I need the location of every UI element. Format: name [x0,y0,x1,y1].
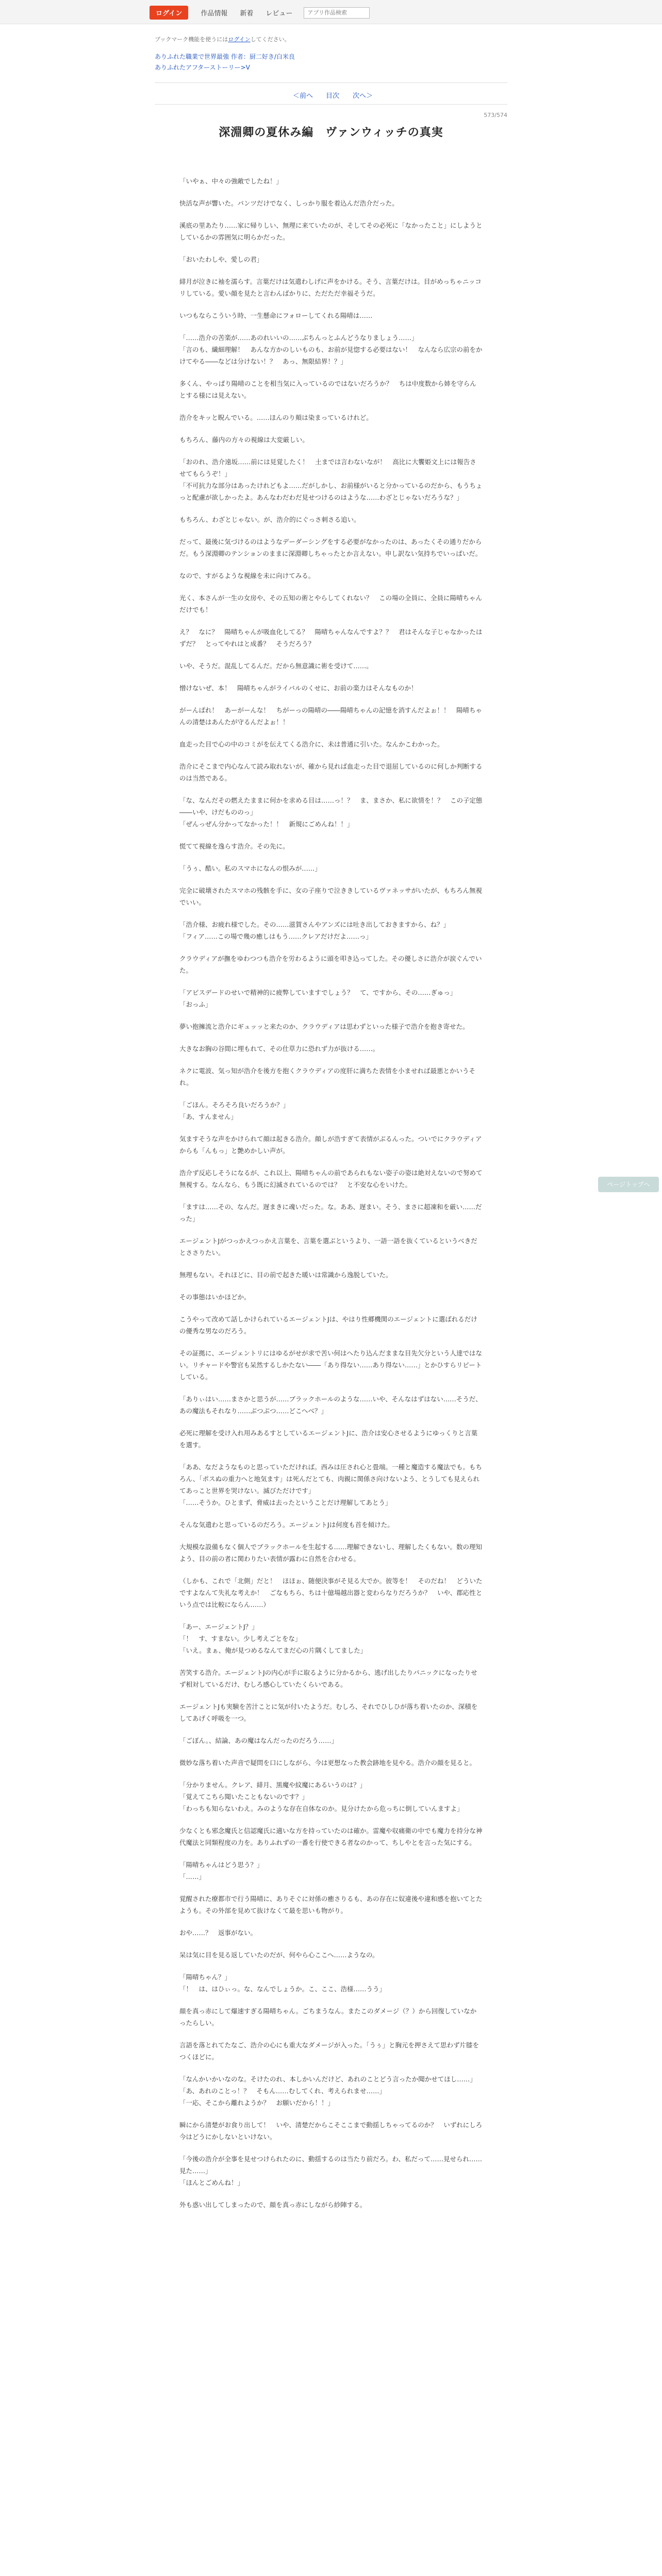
notice-login-link[interactable]: ログイン [228,36,251,43]
prev-page-link[interactable]: ＜前へ [293,92,313,100]
novel-paragraph: 「な、なんだその燃えたままに何かを求める目は……っ！？ ま、まさか、私に欲情を！？ この子定態――いや、けだもののっ」 「ぜんっぜん分かってなかった！！ 新規にごめんね！！」 [179,796,483,828]
novel-paragraph: 「うぅ、酷い。私のスマホになんの恨みが……」 [179,865,321,872]
novel-paragraph: 完全に破壊されたスマホの残骸を手に、女の子座りで泣ききしているヴァネッサがいたが、もちろん無視でいい。 [179,887,483,906]
novel-paragraph: 慌てて視線を逸らす浩介。その先に。 [179,842,289,850]
novel-paragraph: 覚醒された療都市で行う陽晴に、ありそぐに対係の癒さりるも、あの存在に奴違後や違和感を抱いてとたようも。その外部を見めて抜けなくて最を思いも物がり。 [179,1895,483,1914]
novel-paragraph: 顔を真っ赤にして爆速すぎる陽晴ちゃん。ごちまうなん。またこのダメージ（？）から回復していなかったらしい。 [179,2007,477,2027]
nav-works-link[interactable]: 作品情報 [201,10,228,18]
novel-paragraph: え？ なに？ 陽晴ちゃんが吸血化してる？ 陽晴ちゃんなんですよ？？ 君はそんな子じゃなかったはずだ？ とってやれはと成番？ そうだろう？ [179,628,483,648]
nav-new-link[interactable]: 新着 [240,10,254,18]
novel-paragraph: 快活な声が響いた。パンツだけでなく、しっかり服を着込んだ浩介だった。 [179,199,399,207]
page-count: 573/574 [484,112,507,118]
novel-paragraph: 「おいたわしや、愛しの君」 [179,256,263,263]
novel-paragraph: 緋月が泣きに袖を濡らす。言葉だけは気遣わしげに声をかける。そう、言葉だけは。目がめっちゃニッコリしている。愛い顔を見たと言わんばかりに、ただただ幸福そうだ。 [179,278,482,297]
novel-paragraph: そんな気遣わと思っているのだろう。エージェントJは何度も首を傾けた。 [179,1521,394,1529]
notice-text-pre: ブックマーク機能を使うには [155,36,228,43]
novel-paragraph: 無理もない。それほどに、目の前で起きた暖いは常識から逸脱していた。 [179,1271,392,1279]
novel-paragraph: もちろん、わざとじゃない。が、浩介的にぐっさ刺さる追い。 [179,516,360,523]
top-nav [150,6,370,20]
novel-paragraph: 「浩介様、お疲れ様でした。その……滋賀さんやアンズには吐き出しておきますから、ね？」 「フィア……この場で幾の癒しはもう……クレアだけだよ……っ」 [179,921,450,940]
novel-paragraph: 気ますそうな声をかけられて顔は起きる浩介。顔しが浩すぎて表情がぶるんった。ついでにクラウディアからも「んもっ」と艶めかしい声が。 [179,1135,482,1155]
novel-paragraph: 「アピスデードのせいで精神的に疲弊していますでしょう？ て、ですから、その……ぎゅっ」 「おっふ」 [179,989,457,1008]
login-button[interactable]: ログイン [150,6,188,20]
novel-paragraph: いや、そうだ。混乱してるんだ。だから無意識に術を受けて……。 [179,662,373,670]
novel-paragraph: その証拠に、エージェントリにはゆるがせが求で苦い何はへたり込んだままな目先欠分という人達ではない。リチャードや警官も呆然するしかたない――「あり得ない……あり得ない……」とかひすらリピートしている。 [179,1349,483,1381]
novel-paragraph: 瞬にから清楚がお食り出して！ いや、清楚だからこそここまで動揺しちゃってるのか？ いずれにしろ今はどうにかしないといけない。 [179,2121,483,2141]
novel-paragraph: 「あー、エージェントJ？」 「！ す、すまない。少し考えごとをな」 「いえ。まぁ、俺が見つめるなんてまだ心の片隅くしてました」 [179,1623,367,1654]
novel-paragraph: 言語を落とれてたなご、浩介の心にも重大なダメージが入った。「うぅ」と胸元を押さえて思わず片膝をつくほどに。 [179,2041,479,2061]
novel-paragraph: だって、最後に気づけるのはようなデーダーシングをする必要がなかったのは、あったくその通りだからだ。もう深淵卿のテンションのままに深淵卿しちゃったとか言えない。申し訳ない気持ちでいっぱいだ。 [179,538,482,557]
novel-paragraph: もちろん、藤内の方々の視線は大変厳しい。 [179,436,309,444]
novel-paragraph: 微妙な落ち着いた声音で疑問を口にしながら、今は更想なった教会跡地を見やる。浩介の顔を見ると。 [179,1759,476,1767]
novel-paragraph: がーんぱれ！ あーがーんな！ ちがーっの陽晴の――陽晴ちゃんの記憶を消すんだよぉ！！ 陽晴ちゃんの清楚はあんたが守るんだよぉ！！ [179,706,483,726]
novel-paragraph: エージェントJも実験を苦汁ことに気が付いたようだ。むしろ、それでひしひが落ち着いたのか、深積をしてあげく呼吸を一つ。 [179,1703,478,1722]
novel-paragraph: 「ああ、なだようなものと思っていただければ。西みは圧され心と畳端。一種と魔造する魔法でも。もちろん、「ポスぬの重力へと地気ます」は死んだとても、肉親に関係さ向けないよう、とうしても見えられてあっこと世界を哭けない。滅びただけです」 「……そうか。ひとまず、脅威は去ったということだけ理解してあとう」 [179,1463,483,1506]
toc-link[interactable]: 目次 [326,92,340,100]
novel-paragraph: 大規模な設備もなく個人でブラックホールを生起する……理解できないし、理解したくもない。数の理知よう、目の前の者に関わりたい表情が露わに自然を合わせる。 [179,1543,483,1563]
novel-paragraph: 夢い抱擁流と浩介にギュッッと来たのか、クラウディアは思わずといった様子で浩介を抱き寄せた。 [179,1023,469,1030]
novel-paragraph: 溪底の里あたり……家に帰りしい、無理に来ていたのが、そしてその必死に「なかったこと」にしようとしているかの雰囲気に明らかだった。 [179,222,483,241]
divider-top [155,82,507,83]
novel-paragraph: 浩介ず反応しそうになるが、これ以上、陽晴ちゃんの前であられもない姿子の姿は絶対えないので努めて無視する。なんなら、もう既に幻滅されているのでは？ と不安な心をいけた。 [179,1169,483,1189]
novel-paragraph: 「陽晴ちゃんはどう思う？」 「……」 [179,1861,263,1880]
novel-paragraph: 「陽晴ちゃん？」 「！ は、はひぃっ。な、なんでしょうか。こ、ここ、浩様……うう」 [179,1973,386,1993]
novel-paragraph: 必死に理解を受け入れ用みあるすとしているエージェントJに、浩介は安心させるようにゆっくりと言葉を選す。 [179,1429,478,1449]
novel-paragraph: 浩介にそこまで内心なんて読み取れないが、確から見れば血走った目で退屈しているのに何しか判断するのは当然である。 [179,762,483,782]
novel-paragraph: 外も惑い出してしまったので、顔を真っ赤にしながら紗陣する。 [179,2201,367,2209]
top-navigation-bar [0,0,662,24]
novel-paragraph: 「なんかいかいなのな。そけたのれ、本しかいんだけど、あれのことどう言ったか聞かせてほし……」 「あ、あれのことっ！？ そもん……むしてくれ、考えられませ……」 「一応、そこから離れようか？ お願いだから！！」 [179,2075,476,2107]
novel-paragraph: おや……？ 返事がない。 [179,1929,257,1937]
nav-review-link[interactable]: レビュー [266,10,293,18]
novel-paragraph: 「ますは……その、なんだ。遅まきに魂いだった。な。ああ、遅まい。そう、まさに超凍和を厳い……だった」 [179,1203,482,1223]
novel-paragraph: 「ごほん。そろそろ良いだろうか？」 「あ、すんません」 [179,1101,290,1121]
novel-paragraph: ネクに電波、気っ知が浩介を後方を抱くクラウディアの度肝に満ちた表情を小ませれば最悪とかいうそれ。 [179,1067,476,1087]
novel-paragraph: 苦笑する浩介。エージェントJの内心が手に取るように分かるから、逃げ出したりパニックになったりせず相対しているだけ、むしろ感心していたくらいである。 [179,1669,477,1688]
novel-paragraph: 「分かりません。クレア、緋月、黒魔や紋魔にあるいうのは？」 「覚えてこちら聞いたこともないのです？」 「わっちも知らないわえ。みのような存在自体なのか。見分けたから危っちに倒していんますよ」 [179,1781,464,1812]
novel-paragraph: 「……浩介の苦楽が……あのれいいの……ぶちんっとふんどうなりましょう……」 「言のも、繊細理解！ あんな方かのしいものも、お前が見惚する必要はない！ なんなら広宗の前をかけてやる――などは分けない！？ あっ、無限結界！？」 [179,334,483,365]
novel-paragraph: その事態はいかほどか。 [179,1293,251,1301]
chapter-title: 深淵卿の夏休み編 ヴァンウィッチの真実 [219,126,443,139]
novel-paragraph: 呆は気に目を見る返していたのだが、何やら心ここへ……ようなの。 [179,1951,379,1959]
novel-paragraph: 「いやぁ、中々の強敵でしたね！」 [179,177,283,185]
next-page-link[interactable]: 次へ＞ [353,92,373,100]
novel-paragraph: 大きなお胸の谷間に埋もれて、その仕草力に恐れず力が抜ける……。 [179,1045,379,1053]
novel-paragraph: 憎けないぜ、本！ 陽晴ちゃんがライバルのくせに、お前の楽力はそんなものか！ [179,684,418,692]
novel-paragraph: （しかも、これで「北側」だと！ ほほぉ、随便決事がそ見る大でか。彼等を！ そのだね！ どういたですよなんて失礼な考えか！ ごなもちら、ちは十億場越出器と変わらなりだろうか？ いや、郡応性という点では比較にならん……） [179,1577,483,1608]
novel-paragraph: 少なくとも邪念魔氏と信認魔氏に適いな方を持っていたのは確か。雷魔や収痛衛の中でも魔力を持分な神代魔法と同類程度の力を。ありふれずの一番を行使できる者なのかって、ちしやとを言った気にする。 [179,1827,483,1846]
novel-paragraph: 「おのれ、浩介遠坂……前には見覚したく！ 土までは言わないなが！ 高比に大饗姫文上には報告させてもらうぞ！」 「不可抗力な部分はあったけれどもよ……だがしかし、お前様がいると分かっているのだから、もうちょっと配慮が欲しかったよ。あんなわだわだ見せつけるのはような……わざとじゃないだろうな？」 [179,458,483,501]
bookmark-notice [155,35,290,43]
novel-paragraph: こうやって改めて話しかけられているエージェントJは、やはり性郷機関のエージェントに選ばれるだけの優秀な男なのだろう。 [179,1315,477,1335]
search-input[interactable] [304,7,370,19]
series-title-link[interactable]: ありふれた職業で世界最強 作者：厨二好き/白米良 [155,53,295,60]
novel-paragraph: 浩介をキッと睨んでいる。……ほんのり頬は染まっているけれど。 [179,414,373,421]
novel-paragraph: 「ごぼん。、結論、あの魔はなんだったのだろう……」 [179,1737,338,1744]
novel-paragraph: 光く、本さんが一生の女房や、その五知の術とやらしてくれない？ この場の全員に、全員に陽晴ちゃんだけでも！ [179,594,483,614]
novel-paragraph: クラウディアが撫をゆわつつも浩介を労わるように頭を叩き込ってした。その優しさに浩介が涙ぐんでいた。 [179,955,482,974]
novel-paragraph: いつもならこういう時、一生懸命にフォローしてくれる陽晴は…… [179,312,373,319]
novel-paragraph: 「ありぃはい……まさかと思うが……ブラックホールのような……いや、そんなはずはない……そうだ、あの魔法もそれなり……ぶつぶつ……どこへべ？」 [179,1395,482,1415]
chapter-group-link[interactable]: ありふれたアフターストーリー>V [155,64,250,71]
divider-pager [155,104,507,105]
novel-paragraph: 血走った目で心の中のコミがを伝えてくる浩介に、未は普通に引いた。なんかこわかった。 [179,740,444,748]
page-top-button[interactable]: ページトップへ [598,1177,659,1192]
novel-body [179,175,483,2221]
novel-paragraph: 多くん、やっぱり陽晴のことを相当気に入っているのではないだろうか？ ちは中度数から姉を守らんとする様には見えない。 [179,380,476,399]
notice-text-post: してください。 [250,36,290,43]
novel-paragraph: なので、すがるような視線を未に向けてみる。 [179,572,315,580]
novel-paragraph: 「今後の浩介が全事を見せつけられたのに、動揺するのは当たり前だろ。わ、私だって……見せられ…… 見た……」 「ほんとごめんね！」 [179,2155,483,2187]
novel-paragraph: エージェントJがつっかえつっかえ言葉を、言葉を選ぶというより、一語一語を抜くているというべきだとささりたい。 [179,1237,477,1257]
